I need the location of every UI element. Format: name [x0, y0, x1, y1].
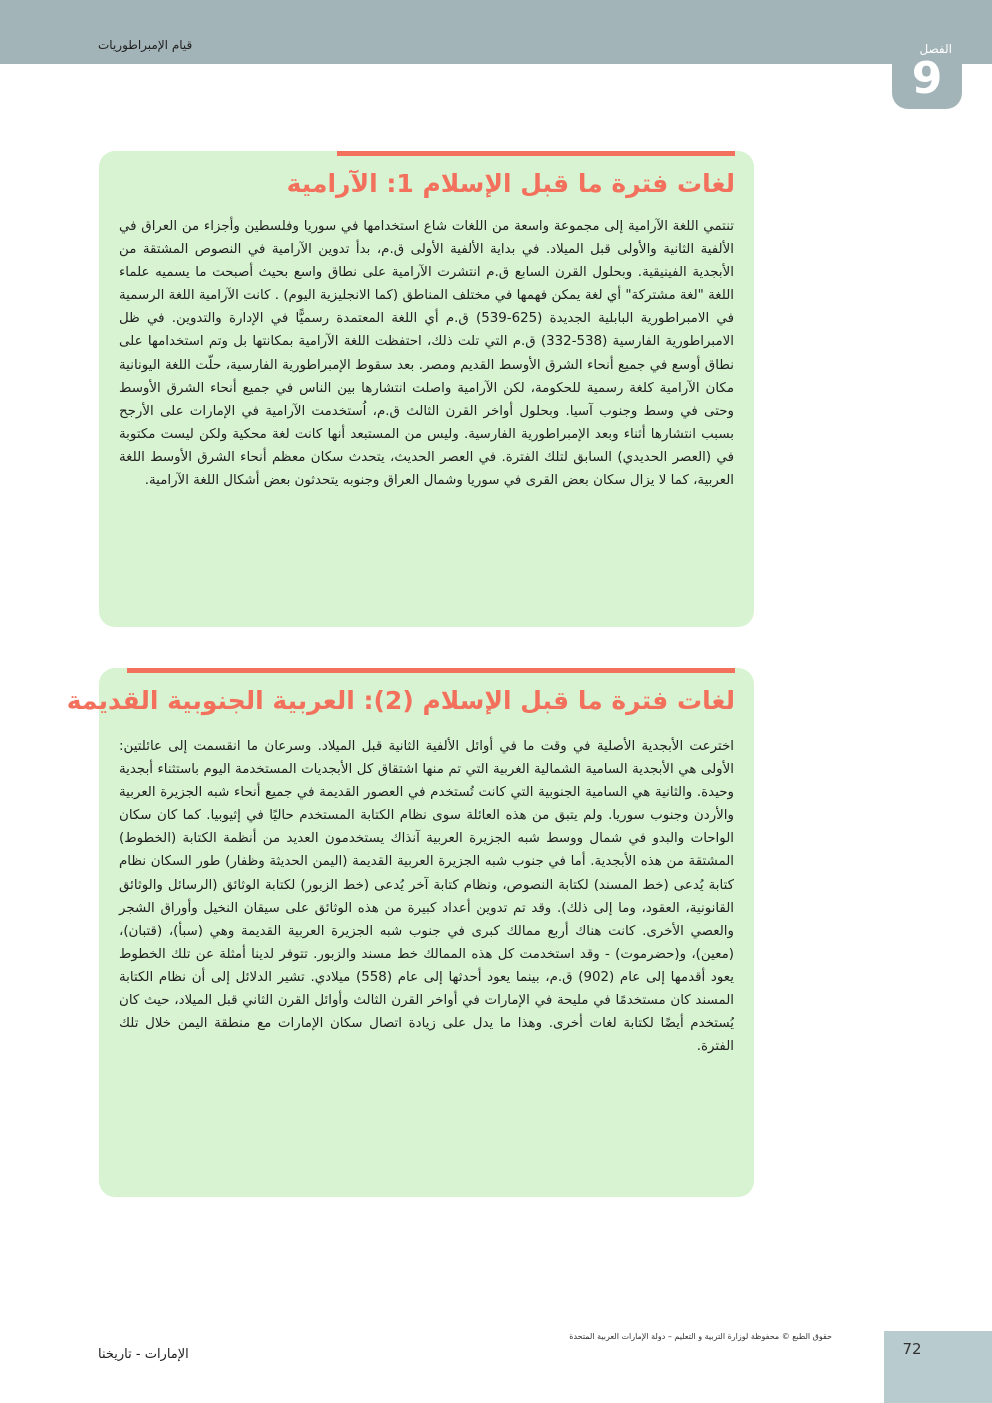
section-accent-bar: [337, 151, 735, 156]
section-body: اخترعت الأبجدية الأصلية في وقت ما في أوائل الألفية الثانية قبل الميلاد. وسرعان ما انقسمت إلى عائلتين: الأولى هي الأبجدية السامية الشمالية الغربية التي تم منها اشتقاق كل الأبجديات المستخدمة اليوم باستثناء أبجدية وحيدة. والثانية هي السامية الجنوبية التي كانت تُستخدم في العصور القديمة في جميع أنحاء شبه الجزيرة العربية والأردن وجنوب سوريا. ولم يتبق من هذه العائلة سوى نظام الكتابة المستخدم حاليًا في إثيوبيا. كما كان سكان الواحات والبدو في شمال ووسط شبه الجزيرة العربية آنذاك يستخدمون العديد من أنظمة الكتابة (الخطوط) المشتقة من هذه الأبجدية. أما في جنوب شبه الجزيرة العربية القديمة (اليمن الحديثة وظفار) طور السكان نظام كتابة يُدعى (خط المسند) لكتابة النصوص، ونظام كتابة آخر يُدعى (خط الزبور) لكتابة الوثائق (الرسائل والوثائق القانونية، العقود، وما إلى ذلك). وقد تم تدوين أعداد كبيرة من هذه الوثائق على سيقان النخيل وأوراق الشجر والعصي الأخرى. كانت هناك أربع ممالك كبرى في جنوب شبه الجزيرة العربية القديمة وهي (سبأ)، (قتبان)، (معين)، و(حضرموت) - وقد استخدمت كل هذه الممالك خط مسند والزبور. تتوفر لدينا أمثلة عن تلك الخطوط يعود أقدمها إلى عام (902) ق.م، بينما يعود أحدثها إلى عام (558) ميلادي. تشير الدلائل إلى أن نظام الكتابة المسند كان مستخدمًا في مليحة في الإمارات في أواخر القرن الثالث وأوائل القرن الثاني قبل الميلاد، حيث كان يُستخدم أيضًا لكتابة لغات أخرى. وهذا ما يدل على زيادة اتصال سكان الإمارات مع منطقة اليمن خلال تلك الفترة.: [119, 739, 734, 1055]
chapter-tab: [892, 0, 962, 109]
section-accent-bar: [127, 668, 735, 673]
page-number-tab: [884, 1331, 992, 1403]
chapter-label: الفصل: [919, 42, 952, 56]
header-bar: [0, 0, 992, 64]
page-number: 72: [902, 1340, 922, 1358]
section-title: لغات فترة ما قبل الإسلام (2): العربية الجنوبية القديمة: [66, 686, 735, 715]
section-title: لغات فترة ما قبل الإسلام 1: الآرامية: [286, 169, 735, 198]
footer-copyright: حقوق الطبع © محفوظة لوزارة التربية و التعليم – دولة الإمارات العربية المتحدة: [569, 1332, 832, 1341]
header-title: قيام الإمبراطوريات: [98, 38, 193, 52]
old-south-arabian-section-box: [66, 668, 754, 1197]
chapter-number: 9: [911, 53, 943, 104]
aramaic-section-box: [99, 151, 754, 627]
footer-book-title: الإمارات - تاريخنا: [98, 1347, 189, 1362]
section-body: تنتمي اللغة الآرامية إلى مجموعة واسعة من اللغات شاع استخدامها في سوريا وفلسطين وأجزاء من العراق في الألفية الثانية والأولى قبل الميلاد. في بداية الألفية الأولى ق.م، بدأ تدوين الآرامية في النصوص المشتقة من الأبجدية الفينيقية. وبحلول القرن السابع ق.م انتشرت الآرامية على نطاق واسع بحيث أصبحت ما يسميه علماء اللغة "لغة مشتركة" أي لغة يمكن فهمها في مختلف المناطق (كما الانجليزية اليوم) . كانت الآرامية اللغة الرسمية في الامبراطورية البابلية الجديدة (625-539) ق.م أي اللغة المعتمدة رسميًّا في الإدارة والتدوين. في ظل الامبراطورية الفارسية (538-332) ق.م التي تلت ذلك، احتفظت اللغة الآرامية بمكانتها بل وتم استخدامها على نطاق أوسع في جميع أنحاء الشرق الأوسط القديم ومصر. بعد سقوط الإمبراطورية الفارسية، حلّت اللغة اليونانية مكان الآرامية كلغة رسمية للحكومة، لكن الآرامية واصلت انتشارها بين الناس في جميع أنحاء الشرق الأوسط وحتى في وسط وجنوب آسيا. وبحلول أواخر القرن الثالث ق.م، اُستخدمت الآرامية في الإمارات على الأرجح بسبب انتشارها أثناء وبعد الإمبراطورية الفارسية. وليس من المستبعد أنها كانت لغة محكية ولكن ليست مكتوبة في (العصر الحديدي) السابق لتلك الفترة. في العصر الحديث، يتحدث سكان معظم أنحاء الشرق الأوسط اللغة العربية، كما لا يزال سكان بعض القرى في سوريا وشمال العراق وجنوبه يتحدثون بعض أشكال اللغة الآرامية.: [119, 219, 734, 489]
